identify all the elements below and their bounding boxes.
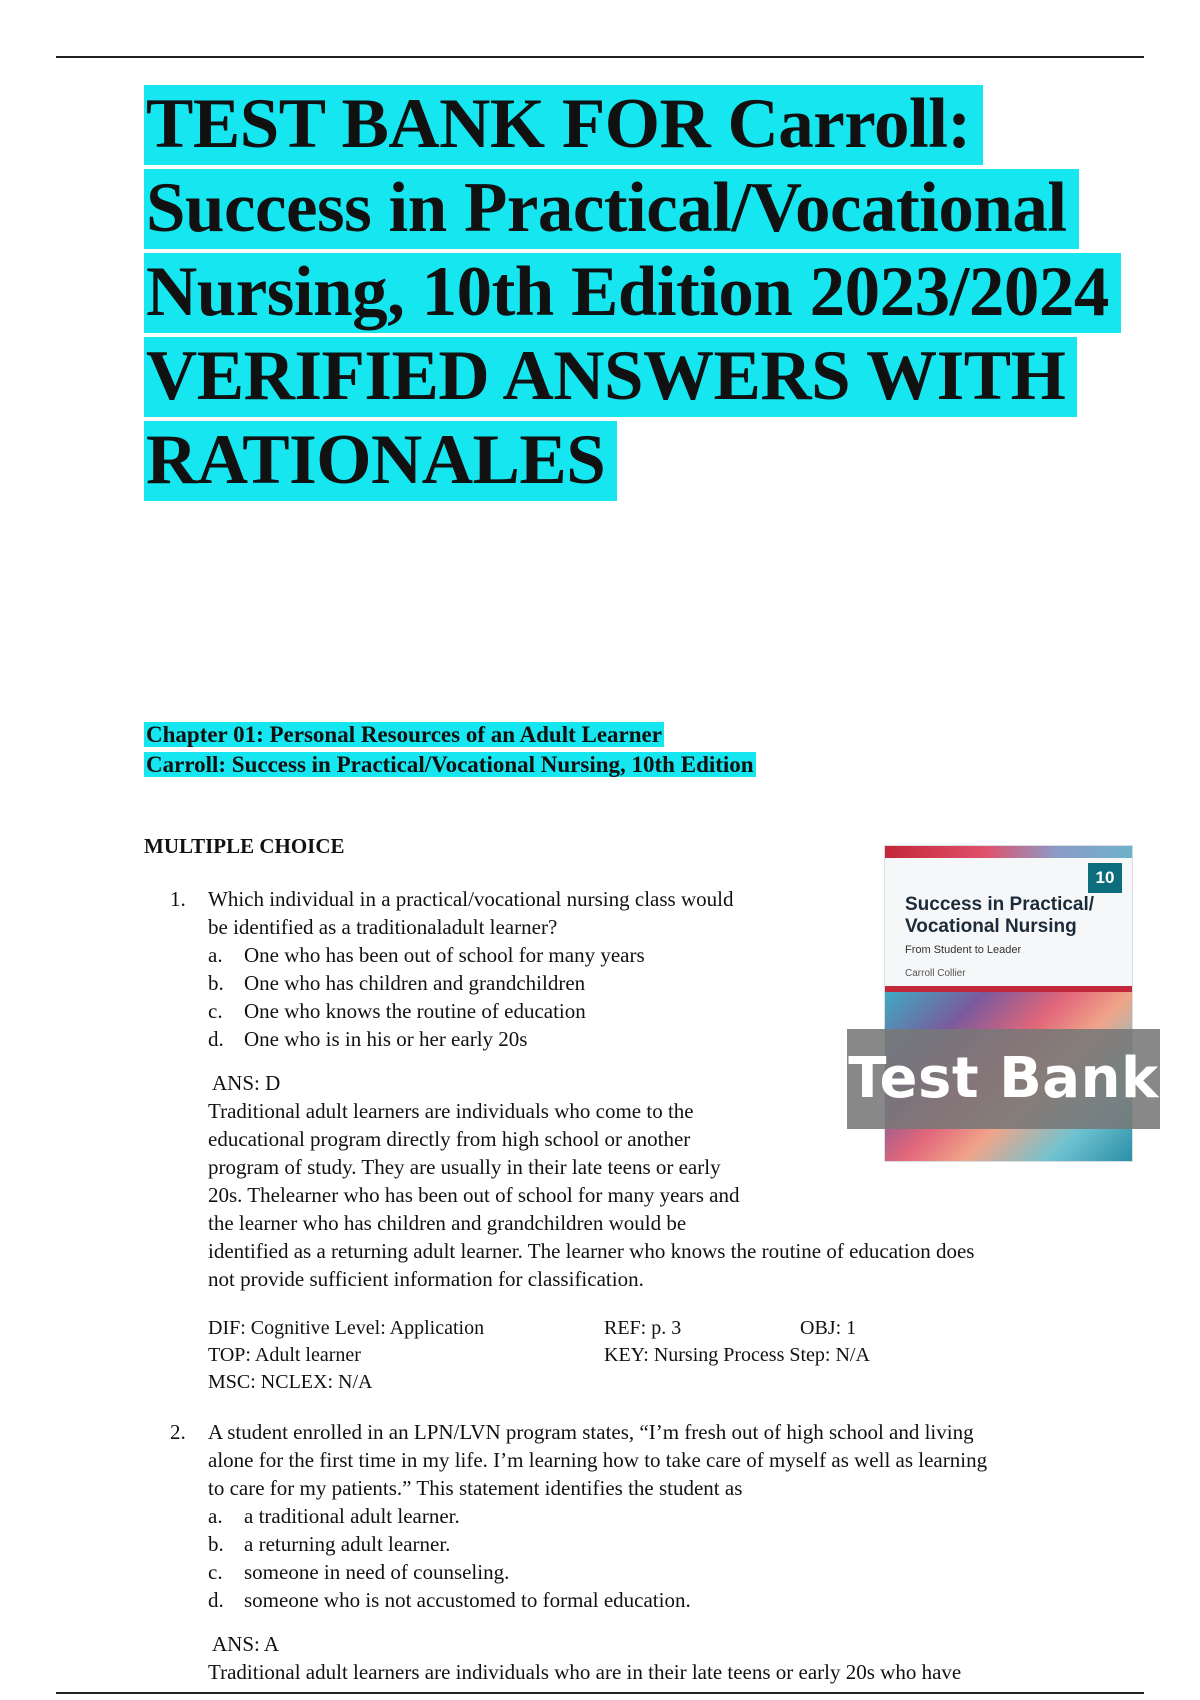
question-metadata xyxy=(208,1315,1130,1396)
meta-key: KEY: Nursing Process Step: N/A xyxy=(604,1344,870,1366)
rationale xyxy=(208,1658,1130,1686)
rationale-line: educational program directly from high school or another xyxy=(208,1127,691,1151)
option-text: One who has been out of school for many years xyxy=(244,943,645,967)
top-rule xyxy=(56,56,1144,58)
option-letter: a. xyxy=(208,943,223,967)
rationale-line: Traditional adult learners are individuals who come to the xyxy=(208,1099,694,1123)
rationale-line: program of study. They are usually in their late teens or early xyxy=(208,1155,721,1179)
title-line: Success in Practical/Vocational xyxy=(144,169,1079,249)
cover-art-border xyxy=(885,986,1132,992)
stem-line: Which individual in a practical/vocational nursing class would xyxy=(208,887,734,911)
chapter-heading xyxy=(144,720,756,780)
title-line: RATIONALES xyxy=(144,421,617,501)
edition-badge: 10 xyxy=(1088,863,1122,893)
title-line: VERIFIED ANSWERS WITH xyxy=(144,337,1077,417)
chapter-book: Carroll: Success in Practical/Vocational Nursing, 10th Edition xyxy=(146,752,754,777)
option-letter: c. xyxy=(208,1560,223,1584)
question-number: 2. xyxy=(170,1420,186,1444)
chapter-title: Chapter 01: Personal Resources of an Adult Learner xyxy=(146,722,662,747)
option-letter: a. xyxy=(208,1504,223,1528)
cover-title-line: Vocational Nursing xyxy=(905,916,1077,937)
option-letter: d. xyxy=(208,1027,224,1051)
test-bank-watermark: Test Bank xyxy=(847,1029,1160,1129)
cover-subtitle: From Student to Leader xyxy=(905,944,1022,956)
section-heading: MULTIPLE CHOICE xyxy=(144,834,345,858)
option-a xyxy=(208,1502,1130,1530)
stem-line: A student enrolled in an LPN/LVN program states, “I’m fresh out of high school and living xyxy=(208,1420,974,1444)
option-letter: d. xyxy=(208,1588,224,1612)
answer-key: ANS: D xyxy=(212,1071,281,1095)
bottom-rule xyxy=(56,1692,1144,1694)
option-d xyxy=(208,1586,1130,1614)
option-letter: b. xyxy=(208,971,224,995)
option-c xyxy=(208,1558,1130,1586)
meta-obj: OBJ: 1 xyxy=(800,1317,857,1339)
option-text: One who has children and grandchildren xyxy=(244,971,586,995)
option-letter: b. xyxy=(208,1532,224,1556)
option-text: One who is in his or her early 20s xyxy=(244,1027,528,1051)
cover-authors: Carroll Collier xyxy=(905,968,966,979)
answer-options xyxy=(208,1502,1130,1614)
meta-dif: DIF: Cognitive Level: Application xyxy=(208,1317,485,1339)
cover-top-strip xyxy=(885,846,1132,858)
option-text: someone in need of counseling. xyxy=(244,1560,510,1584)
meta-ref: REF: p. 3 xyxy=(604,1317,682,1339)
rationale-line: the learner who has children and grandchildren would be xyxy=(208,1211,687,1235)
rationale-line: 20s. Thelearner who has been out of school for many years and xyxy=(208,1183,740,1207)
title-line: TEST BANK FOR Carroll: xyxy=(144,85,983,165)
answer-key: ANS: A xyxy=(212,1632,280,1656)
rationale-line: Traditional adult learners are individuals who are in their late teens or early 20s who have xyxy=(208,1660,962,1684)
option-b xyxy=(208,1530,1130,1558)
meta-msc: MSC: NCLEX: N/A xyxy=(208,1371,373,1393)
stem-line: alone for the first time in my life. I’m learning how to take care of myself as well as learning xyxy=(208,1448,988,1472)
option-text: One who knows the routine of education xyxy=(244,999,586,1023)
rationale-line: not provide sufficient information for classification. xyxy=(208,1267,644,1291)
question-number: 1. xyxy=(170,887,186,911)
cover-title xyxy=(905,894,1094,938)
option-text: a traditional adult learner. xyxy=(244,1504,460,1528)
question-stem xyxy=(208,1418,1130,1502)
meta-top: TOP: Adult learner xyxy=(208,1344,361,1366)
stem-line: be identified as a traditionaladult learner? xyxy=(208,915,558,939)
rationale-line: identified as a returning adult learner. The learner who knows the routine of education does xyxy=(208,1239,975,1263)
cover-title-line: Success in Practical/ xyxy=(905,894,1095,915)
option-text: someone who is not accustomed to formal education. xyxy=(244,1588,691,1612)
stem-line: to care for my patients.” This statement identifies the student as xyxy=(208,1476,743,1500)
option-letter: c. xyxy=(208,999,223,1023)
title-line: Nursing, 10th Edition 2023/2024 xyxy=(144,253,1121,333)
question-2 xyxy=(170,1418,1130,1686)
option-text: a returning adult learner. xyxy=(244,1532,451,1556)
document-title xyxy=(144,82,1184,502)
